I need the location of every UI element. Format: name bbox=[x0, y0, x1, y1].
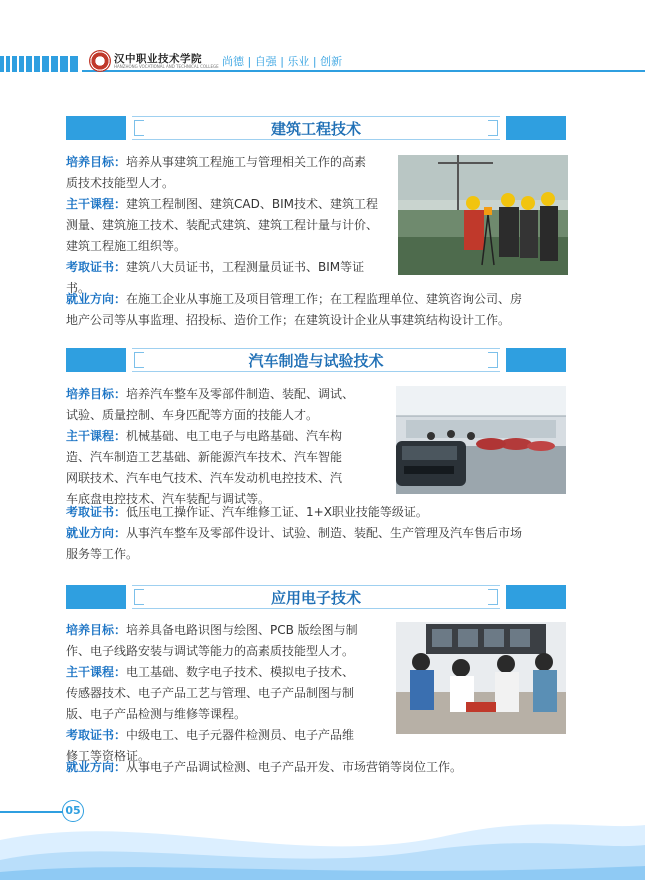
page-number: 05 bbox=[62, 800, 84, 822]
section-title: 建筑工程技术 bbox=[270, 120, 361, 138]
electronics-career: 就业方向：从事电子产品调试检测、电子产品开发、市场营销等岗位工作。 bbox=[66, 760, 463, 774]
section-title-bar-construction bbox=[66, 116, 566, 140]
footer-rule bbox=[0, 811, 66, 813]
section-title-bar-electronics bbox=[66, 585, 566, 609]
automotive-text: 培养目标：培养汽车整车及零部件制造、装配、调试、 试验、质量控制、车身匹配等方面的技能人才。 主干课程：机械基础、电工电子与电路基础、汽车构 造、汽车制造工艺基础、新能源汽车技术、汽车智能 网联技术、汽车电气技术、汽车发动机电控技术、汽 车底盘电控技术、汽车装配与调试等。 bbox=[66, 387, 355, 506]
automotive-workshop-photo bbox=[396, 386, 566, 494]
header-rule bbox=[82, 70, 645, 72]
electronics-lab-photo bbox=[396, 622, 566, 734]
college-logo bbox=[89, 50, 111, 72]
page-header bbox=[0, 44, 645, 80]
school-motto: 尚德 | 自强 | 乐业 | 创新 bbox=[222, 55, 343, 68]
automotive-cert-career: 考取证书：低压电工操作证、汽车维修工证、1+X职业技能等级证。 就业方向：从事汽车整车及零部件设计、试验、制造、装配、生产管理及汽车售后市场 服务等工作。 bbox=[66, 505, 523, 561]
footer-wave-decoration bbox=[0, 780, 645, 880]
construction-survey-photo bbox=[398, 155, 568, 275]
section-title-bar-automotive bbox=[66, 348, 566, 372]
school-name: 汉中职业技术学院 bbox=[114, 53, 202, 65]
header-decor-bars bbox=[0, 56, 78, 72]
electronics-text: 培养目标：培养具备电路识图与绘图、PCB 版绘图与制 作、电子线路安装与调试等能力的高素质技能型人才。 主干课程：电工基础、数字电子技术、模拟电子技术、 传感器技术、电子产品工艺与管理、电子产品制图与制 版、电子产品检测与维修等课程。 考取证书：中级电工、电子元器件检测员、电子产品维 修工等资格证。 bbox=[66, 623, 358, 763]
school-name-en: HANZHONG VOCATIONAL AND TECHNICAL COLLEGE bbox=[114, 64, 219, 69]
construction-career: 就业方向：在施工企业从事施工及项目管理工作；在工程监理单位、建筑咨询公司、房 地产公司等从事监理、招投标、造价工作；在建筑设计企业从事建筑结构设计工作。 bbox=[66, 292, 523, 327]
section-title: 应用电子技术 bbox=[270, 589, 361, 607]
construction-text: 培养目标：培养从事建筑工程施工与管理相关工作的高素 质技术技能型人才。 主干课程：建筑工程制图、建筑CAD、BIM技术、建筑工程 测量、建筑施工技术、装配式建筑、建筑工程计量与计价、 建筑工程施工组织等。 考取证书：建筑八大员证书，工程测量员证书、BIM等证 书。 bbox=[66, 155, 379, 295]
section-title: 汽车制造与试验技术 bbox=[248, 352, 384, 370]
